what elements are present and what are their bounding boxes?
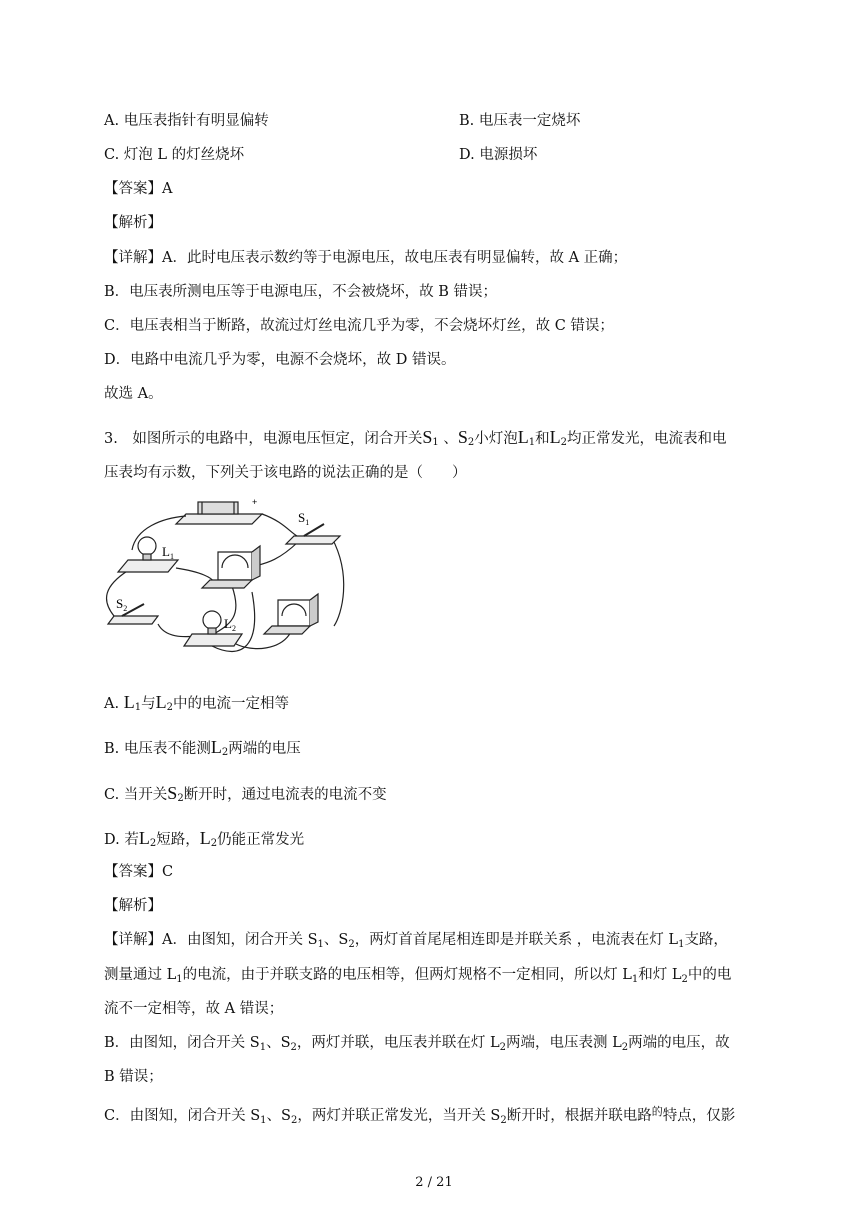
battery-icon [176, 502, 262, 524]
q3-option-a: A. L1与L2中的电流一定相等 [104, 692, 289, 713]
q3-detail-line4: B．由图知，闭合开关 $S_1$、$S_2$，两灯并联，电压表并联在灯 $L_2$两端，电压表测 $L_2$两端的电压，故 [104, 1035, 730, 1053]
q2-option-d: D. 电源损坏 [459, 147, 538, 163]
q3-detail-line6: C．由图知，闭合开关 $S_1$、$S_2$，两灯并联正常发光，当开关 $S_2$断开时，根据并联电路$^的$特点，仅影 [104, 1105, 736, 1126]
label-battery-plus: + [252, 497, 258, 507]
q3-option-c: C. 当开关S2断开时，通过电流表的电流不变 [104, 783, 387, 804]
voltmeter-icon [264, 594, 318, 634]
label-s1: $S_1$ [298, 510, 310, 527]
label-l2: $L_2$ [224, 616, 236, 633]
q2-detail-a: 【详解】A．此时电压表示数约等于电源电压，故电压表有明显偏转，故 A 正确； [104, 250, 628, 266]
ammeter-icon [202, 546, 260, 588]
q2-detail-d: D．电路中电流几乎为零，电源不会烧坏，故 D 错误。 [104, 352, 456, 368]
q3-detail-line3: 流不一定相等，故 A 错误； [104, 1001, 284, 1017]
q2-answer: 【答案】A [104, 181, 173, 197]
q2-choice: 故选 A。 [104, 386, 163, 402]
q3-stem-line1: 3. 如图所示的电路中，电源电压恒定，闭合开关S1 、S2小灯泡L1和L2均正常发光，电流表和电 [104, 427, 727, 448]
q3-stem-line2: 压表均有示数，下列关于该电路的说法正确的是（ ） [104, 465, 467, 481]
label-s2: $S_2$ [116, 596, 128, 613]
label-l1: $L_1$ [162, 544, 174, 561]
q3-answer: 【答案】C [104, 864, 174, 880]
page-number: 2 / 21 [415, 1175, 453, 1190]
circuit-diagram [102, 496, 352, 662]
q3-detail-line5: B 错误； [104, 1069, 163, 1085]
q2-option-b: B. 电压表一定烧坏 [459, 113, 581, 129]
q2-option-a: A. 电压表指针有明显偏转 [104, 113, 269, 129]
q2-detail-c: C．电压表相当于断路，故流过灯丝电流几乎为零，不会烧坏灯丝，故 C 错误； [104, 318, 614, 334]
q3-analysis-heading: 【解析】 [104, 898, 162, 914]
q2-detail-b: B．电压表所测电压等于电源电压，不会被烧坏，故 B 错误； [104, 284, 498, 300]
q3-option-b: B. 电压表不能测L2两端的电压 [104, 737, 301, 758]
q3-option-d: D. 若L2短路，L2仍能正常发光 [104, 828, 305, 849]
q2-analysis-heading: 【解析】 [104, 215, 162, 231]
q3-detail-line2: 测量通过 $L_1$的电流，由于并联支路的电压相等，但两灯规格不一定相同，所以灯 $L_1$和灯 $L_2$中的电 [104, 967, 732, 985]
q2-option-c: C. 灯泡 L 的灯丝烧坏 [104, 147, 245, 163]
q3-detail-line1: 【详解】A．由图知，闭合开关 $S_1$、$S_2$，两灯首首尾尾相连即是并联关系 ，电流表在灯 $L_1$支路， [104, 932, 728, 950]
